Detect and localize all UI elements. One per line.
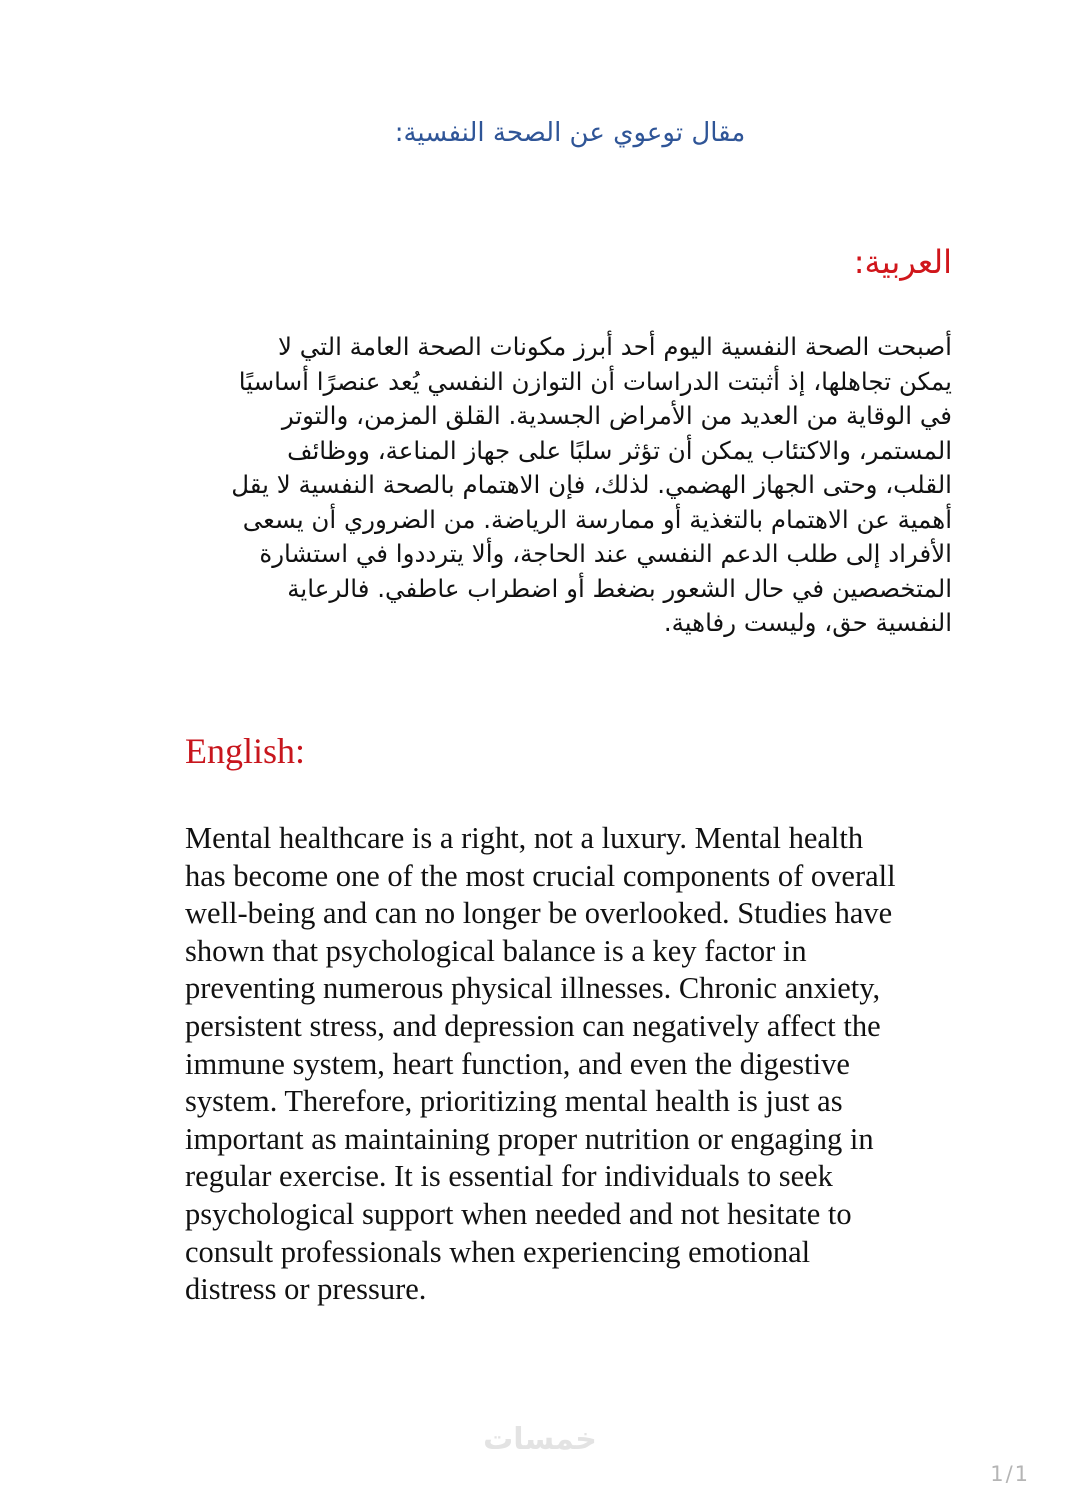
english-line: psychological support when needed and not hesitate to	[185, 1196, 852, 1231]
english-line: system. Therefore, prioritizing mental health is just as	[185, 1084, 843, 1119]
english-line: persistent stress, and depression can negatively affect the	[185, 1008, 881, 1043]
arabic-line: المستمر، والاكتئاب يمكن أن تؤثر سلبًا على جهاز المناعة، ووظائف	[287, 435, 952, 465]
arabic-line: النفسية حق، وليست رفاهية.	[663, 608, 952, 637]
english-line: immune system, heart function, and even the digestive	[185, 1046, 850, 1081]
arabic-line: أهمية عن الاهتمام بالتغذية أو ممارسة الرياضة. من الضروري أن يسعى	[242, 504, 952, 534]
english-line: important as maintaining proper nutrition or engaging in	[185, 1121, 874, 1156]
arabic-section-heading: العربية:	[853, 243, 952, 281]
page-indicator: 1/1	[990, 1462, 1030, 1486]
document-title: مقال توعوي عن الصحة النفسية:	[394, 118, 746, 148]
english-line: preventing numerous physical illnesses. Chronic anxiety,	[185, 971, 881, 1006]
english-line: well-being and can no longer be overlooked. Studies have	[185, 896, 893, 931]
english-line: regular exercise. It is essential for individuals to seek	[185, 1159, 833, 1194]
arabic-line: في الوقاية من العديد من الأمراض الجسدية. القلق المزمن، والتوتر	[281, 401, 952, 430]
arabic-line: الأفراد إلى طلب الدعم النفسي عند الحاجة، وألا يترددوا في استشارة	[259, 539, 952, 568]
watermark-logo: خمسات	[483, 1422, 597, 1457]
english-line: has become one of the most crucial components of overall	[185, 858, 896, 893]
arabic-line: القلب، وحتى الجهاز الهضمي. لذلك، فإن الاهتمام بالصحة النفسية لا يقل	[231, 470, 952, 499]
arabic-line: يمكن تجاهلها، إذ أثبتت الدراسات أن التوازن النفسي يُعد عنصرًا أساسيًا	[238, 366, 952, 396]
english-line: distress or pressure.	[185, 1272, 427, 1307]
english-line: shown that psychological balance is a key factor in	[185, 933, 807, 968]
english-section-heading: English:	[185, 731, 306, 771]
english-paragraph	[185, 820, 965, 1309]
english-line: consult professionals when experiencing emotional	[185, 1234, 811, 1269]
arabic-paragraph	[197, 330, 952, 641]
arabic-line: أصبحت الصحة النفسية اليوم أحد أبرز مكونات الصحة العامة التي لا	[278, 332, 952, 361]
english-line: Mental healthcare is a right, not a luxury. Mental health	[185, 821, 864, 855]
arabic-line: المتخصصين في حال الشعور بضغط أو اضطراب عاطفي. فالرعاية	[287, 573, 952, 603]
